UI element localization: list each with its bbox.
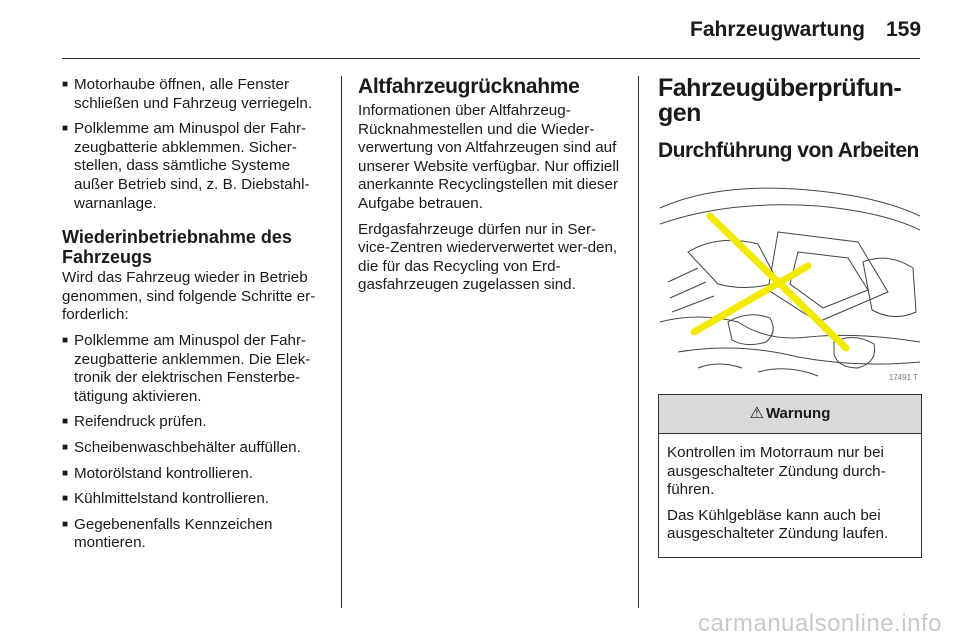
list-item: ■ Polklemme am Minuspol der Fahr-zeugbatterie abklemmen. Sicher-stellen, dass sämtliche Systeme außer Betrieb sind, z. B. Diebstahl-warnanlage. bbox=[62, 120, 328, 213]
header-rule bbox=[62, 58, 920, 59]
column-vehicle-checks bbox=[658, 76, 924, 558]
list-item: ■ Polklemme am Minuspol der Fahr-zeugbatterie anklemmen. Die Elek-tronik der elektrischen Fensterbe-tätigung aktivieren. bbox=[62, 332, 328, 406]
figure-code: 17491 T bbox=[888, 373, 918, 383]
warning-box bbox=[658, 394, 922, 558]
paragraph: Erdgasfahrzeuge dürfen nur in Ser-vice-Zentren wiederverwertet wer-den, die für das Recycling von Erd-gasfahrzeugen zugelassen sind. bbox=[358, 220, 618, 294]
section-heading-recommissioning: Wiederinbetriebnahme des Fahrzeugs bbox=[62, 227, 292, 268]
recommissioning-steps-list bbox=[62, 332, 328, 553]
warning-triangle-icon: ⚠ bbox=[749, 404, 764, 422]
list-item: ■ Scheibenwaschbehälter auffüllen. bbox=[62, 439, 328, 458]
running-header-title: Fahrzeugwartung bbox=[690, 18, 866, 41]
warning-header bbox=[659, 395, 921, 434]
page-number: 159 bbox=[886, 18, 922, 41]
warning-paragraph: Kontrollen im Motorraum nur bei ausgeschalteter Zündung durch-führen. bbox=[667, 444, 886, 499]
storage-steps-list bbox=[62, 76, 328, 213]
recommissioning-intro: Wird das Fahrzeug wieder in Betrieb genommen, sind folgende Schritte er-forderlich: bbox=[62, 269, 316, 324]
list-item: ■ Motorölstand kontrollieren. bbox=[62, 465, 328, 484]
list-item: ■ Motorhaube öffnen, alle Fenster schließen und Fahrzeug verriegeln. bbox=[62, 76, 328, 113]
warning-body bbox=[659, 434, 921, 557]
list-item: ■ Kühlmittelstand kontrollieren. bbox=[62, 490, 328, 509]
paragraph: Informationen über Altfahrzeug-Rücknahmestellen und die Wieder-verwertung von Altfahrzeugen sind auf unserer Website verfügbar. Nur offiziell anerkannte Recyclingstellen mit dieser Aufgabe betrauen. bbox=[358, 102, 620, 212]
section-heading-recycling: Altfahrzeugrücknahme bbox=[358, 75, 580, 98]
list-item: ■ Reifendruck prüfen. bbox=[62, 413, 328, 432]
column-vehicle-recycling bbox=[358, 76, 620, 302]
warning-paragraph: Das Kühlgebläse kann auch bei ausgeschalteter Zündung laufen. bbox=[667, 506, 889, 543]
engine-bay-drawing bbox=[658, 172, 920, 388]
subsection-heading-performing-work: Durchführung von Arbeiten bbox=[658, 139, 919, 162]
column-divider-right bbox=[638, 76, 639, 608]
column-divider-left bbox=[341, 76, 342, 608]
engine-bay-illustration bbox=[658, 172, 920, 388]
warning-title: Warnung bbox=[765, 404, 831, 422]
list-item: ■ Gegebenenfalls Kennzeichen montieren. bbox=[62, 516, 328, 553]
column-storage bbox=[62, 76, 328, 560]
section-heading-vehicle-checks: Fahrzeugüberprüfun-gen bbox=[658, 74, 902, 127]
watermark: carmanualsonline.info bbox=[698, 610, 942, 637]
